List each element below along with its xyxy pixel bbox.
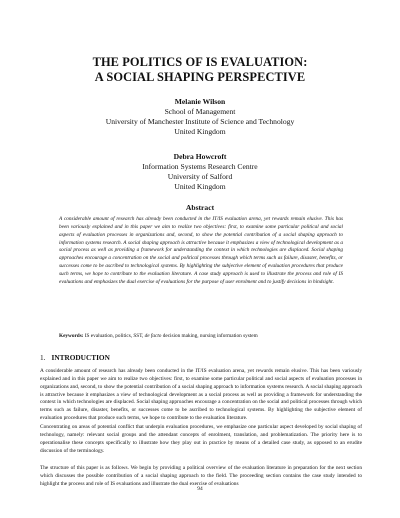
section-title: INTRODUCTION: [51, 353, 110, 362]
keywords-italic-term: de facto: [144, 333, 162, 339]
keywords-text-rest: decision making, nursing information system: [161, 333, 258, 339]
author-name: Debra Howcroft: [173, 152, 227, 161]
author-block: [40, 152, 360, 192]
author-affiliation-line: University of Salford: [167, 172, 233, 181]
abstract-heading: Abstract: [185, 203, 215, 212]
author-affiliation-line: Information Systems Research Centre: [142, 162, 258, 171]
author-affiliation-line: United Kingdom: [174, 182, 226, 191]
section-number: 1.: [40, 353, 46, 362]
abstract-text: A considerable amount of research has already been conducted in the IT/IS evaluation arena, yet rewards remain elusive. This has been variously explained and in this paper we aim to realize two objectives: first, to examine some particular political and social aspects of evaluation processes in organizations and, second, to show the potential contribution of a social shaping approach to information systems research. A social shaping approach is attractive because it emphasizes a view of technological development as a social process as well as providing a framework for understanding the context in which technologies are displaced. Social shaping approaches encourage a concentration on the social and political processes through which terms such as failure, disaster, benefits, or successes come to be ascribed to technological systems. By highlighting the subjective element of evaluation procedures that produce such terms, we hope to contribute to the evaluation literature. A case study approach is used to illustrate the process and role of IS evaluations and emphasizes the dual exercise of evaluations for the purpose of user enrolment and to justify decisions in hindsight.: [59, 216, 343, 285]
body-paragraph: A considerable amount of research has already been conducted in the IT/IS evaluation arena, yet rewards remain elusive. This has been variously explained and in this paper we aim to realize two objectives: first, to examine some particular political and social aspects of evaluation processes in organizations and, second, to show the potential contribution of a social shaping approach to information systems research. A social shaping approach is attractive because it emphasizes a view of technological development as a social process as well as providing a framework for understanding the context in which technologies are displaced. Social shaping approaches encourage a concentration on the social and political processes through which terms such as failure, disaster, benefits, or successes come to be ascribed to technological systems. By highlighting the subjective element of evaluation procedures that produce such terms, we hope to contribute to the evaluation literature.: [40, 368, 362, 422]
section-heading: [40, 353, 360, 363]
keywords-text: IS evaluation, politics, SST,: [83, 333, 145, 339]
page-number: 94: [197, 486, 203, 492]
author-name: Melanie Wilson: [174, 97, 226, 106]
author-affiliation-line: University of Manchester Institute of Science and Technology: [105, 117, 295, 126]
author-affiliation-line: United Kingdom: [174, 127, 226, 136]
author-affiliation-line: School of Management: [164, 107, 236, 116]
paper-title-line-2: A SOCIAL SHAPING PERSPECTIVE: [94, 70, 306, 84]
body-paragraph: Concentrating on areas of potential conflict that underpin evaluation procedures, we emphasize one particular aspect developed by social shaping of technology, namely: relevant social groups and the attendant concepts of enrolment, translation, and problematization. The priority here is to operationalise these concepts specifically to illustrate how they play out in practice by means of a detailed case study, as opposed to an erudite discussion of the terminology.: [40, 424, 362, 454]
body-paragraph: The structure of this paper is as follows. We begin by providing a political overview of the evaluation literature in preparation for the next section which discusses the possible contribution of a social shaping approach to the field. The proceeding section contains the case study intended to highlight the process and role of IS evaluations and illustrate the dual exercise of evaluations: [40, 465, 362, 487]
keywords-label: Keywords:: [59, 333, 84, 339]
keywords: [59, 333, 349, 341]
author-block: [40, 97, 360, 137]
paper-title-line-1: THE POLITICS OF IS EVALUATION:: [92, 55, 308, 69]
